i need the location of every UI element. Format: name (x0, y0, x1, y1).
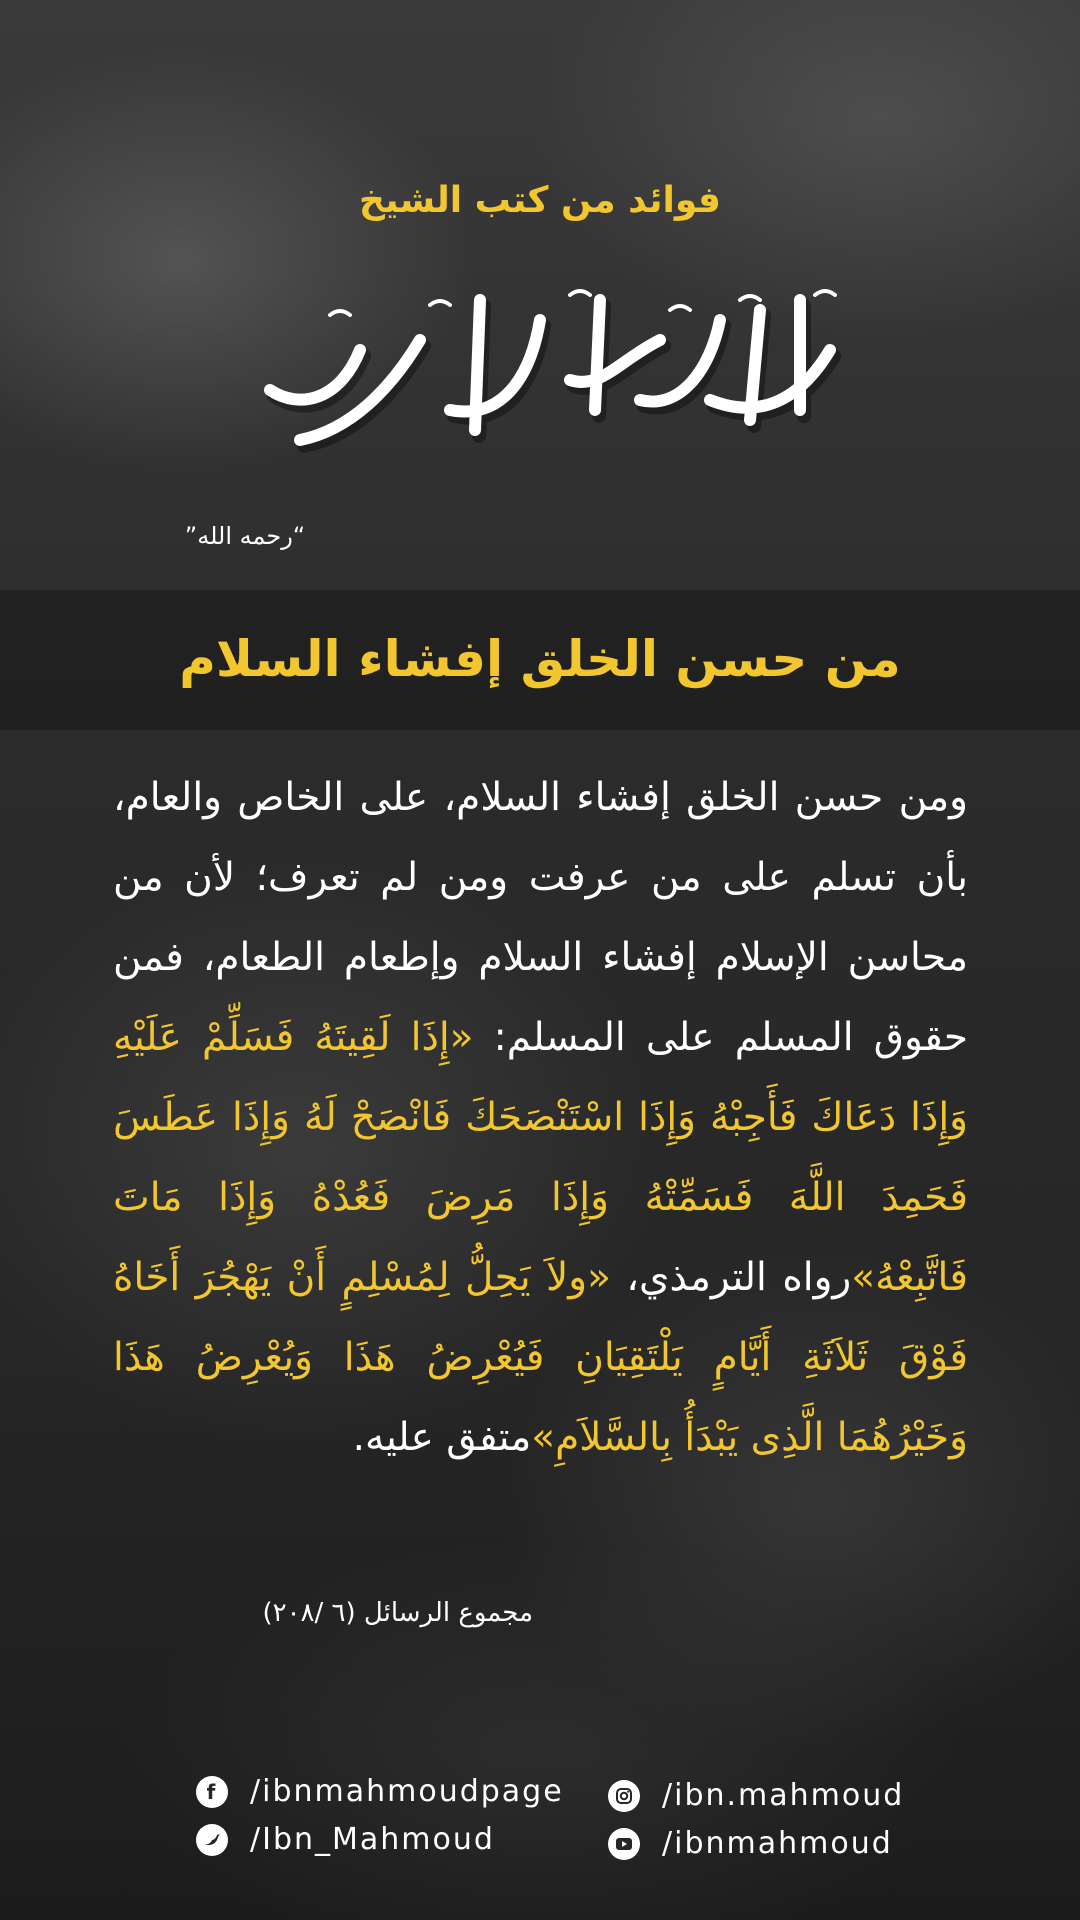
hadith-quote-2: «ولاَ يَحِلُّ لِمُسْلِمٍ أَنْ يَهْجُرَ أَخَاهُ فَوْقَ ثَلاَثَةِ أَيَّامٍ يَلْتَقِيَانِ فَيُعْرِضُ هَذَا وَيُعْرِضُ هَذَا وَخَيْرُهُمَا الَّذِى يَبْدَأُ بِالسَّلاَمِ» (113, 1255, 968, 1460)
author-name-calligraphy-logo (240, 280, 860, 480)
honorific-text: ”رحمه الله“ (184, 522, 306, 550)
facebook-icon: f (196, 1776, 228, 1808)
page-title: من حسن الخلق إفشاء السلام (179, 630, 901, 688)
youtube-handle: /ibnmahmoud (662, 1826, 893, 1861)
hadith-quote-1: «إِذَا لَقِيتَهُ فَسَلِّمْ عَلَيْهِ وَإِذَا دَعَاكَ فَأَجِبْهُ وَإِذَا اسْتَنْصَحَكَ فَانْصَحْ لَهُ وَإِذَا عَطَسَ فَحَمِدَ اللَّهَ فَسَمِّتْهُ وَإِذَا مَرِضَ فَعُدْهُ وَإِذَا مَاتَ فَاتَّبِعْهُ» (113, 1015, 968, 1300)
facebook-handle: /ibnmahmoudpage (250, 1774, 564, 1809)
source-citation: مجموع الرسائل (٦ /٢٠٨) (262, 1598, 533, 1628)
title-band (0, 590, 1080, 730)
instagram-handle: /ibn.mahmoud (662, 1778, 905, 1813)
social-twitter[interactable] (196, 1822, 495, 1857)
social-youtube[interactable] (608, 1826, 893, 1861)
social-facebook[interactable] (196, 1774, 564, 1809)
twitter-handle: /Ibn_Mahmoud (250, 1822, 495, 1857)
body-intro: ومن حسن الخلق إفشاء السلام، على الخاص والعام، بأن تسلم على من عرفت ومن لم تعرف؛ لأن من محاسن الإسلام إفشاء السلام وإطعام الطعام، فمن حقوق المسلم على المسلم: (113, 775, 968, 1060)
twitter-icon (196, 1824, 228, 1856)
instagram-icon (608, 1780, 640, 1812)
body-paragraph (113, 758, 968, 1478)
social-instagram[interactable] (608, 1778, 904, 1813)
narration-2: متفق عليه. (352, 1415, 532, 1460)
series-subtitle: فوائد من كتب الشيخ (359, 180, 721, 221)
narration-1: رواه الترمذي، (610, 1255, 852, 1300)
youtube-icon (608, 1828, 640, 1860)
